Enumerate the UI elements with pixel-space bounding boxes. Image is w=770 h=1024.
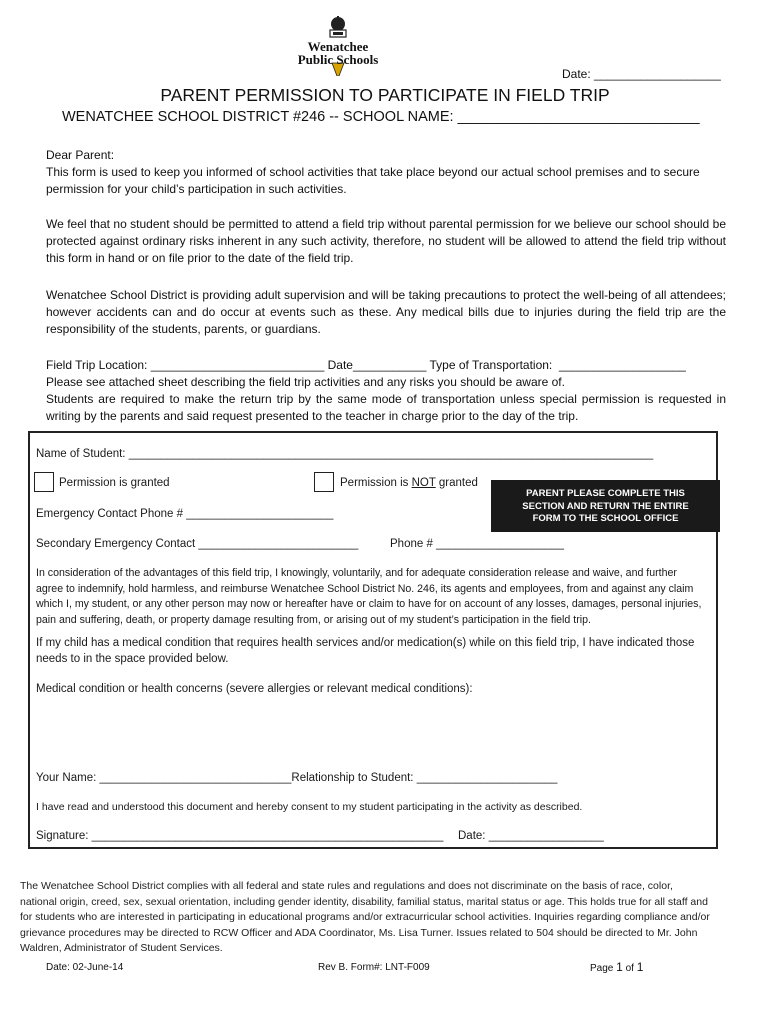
medical-conditions-area[interactable] bbox=[36, 700, 702, 762]
signature-label: Signature: bbox=[36, 830, 89, 842]
logo-line-2: Public Schools bbox=[297, 52, 379, 67]
trip-details bbox=[46, 357, 726, 425]
medical-note: If my child has a medical condition that requires health services and/or medication(s) while on this field trip, I have indicated those needs to in the space provided below. bbox=[36, 637, 695, 665]
page-of: of bbox=[625, 963, 634, 974]
student-name-row bbox=[36, 447, 653, 463]
letter-intro bbox=[46, 147, 726, 198]
student-name-label: Name of Student: bbox=[36, 448, 126, 460]
signature-row bbox=[36, 829, 443, 845]
return-form-notice bbox=[491, 480, 720, 532]
permission-not-granted-checkbox[interactable] bbox=[314, 472, 334, 492]
trip-details-line bbox=[46, 357, 726, 374]
parent-name-row bbox=[36, 771, 557, 787]
page-prefix: Page bbox=[590, 963, 614, 974]
emergency-contact-label: Emergency Contact Phone # bbox=[36, 508, 184, 520]
page-total: 1 bbox=[636, 960, 644, 974]
permission-granted-checkbox[interactable] bbox=[34, 472, 54, 492]
transport-label: Type of Transportation: bbox=[429, 358, 553, 372]
footer-page-number bbox=[590, 960, 643, 974]
secondary-phone-row bbox=[390, 537, 564, 553]
paragraph-purpose: This form is used to keep you informed of school activities that take place beyond our actual school premises and to secure permission for your child’s participation in such activities. bbox=[46, 165, 700, 196]
permission-not-granted-label bbox=[340, 476, 478, 492]
header-date-label: Date: bbox=[562, 67, 591, 81]
return-trip-note: Students are required to make the return trip by the same mode of transportation unless special permission is requested in writing by the parents and said request presented to the teacher in charge prior to the day of the trip. bbox=[46, 392, 726, 423]
footer-form-number: Rev B. Form#: LNT-F009 bbox=[318, 962, 430, 973]
relationship-field[interactable]: ______________________ bbox=[416, 772, 558, 784]
not-granted-emphasis: NOT bbox=[411, 477, 436, 489]
your-name-label: Your Name: bbox=[36, 772, 97, 784]
logo-line-1: Wenatchee bbox=[307, 39, 369, 54]
signature-field[interactable]: _______________________________________________________ bbox=[91, 830, 444, 842]
emergency-contact-field[interactable]: _______________________ bbox=[186, 508, 334, 520]
header-date-field[interactable]: ___________________ bbox=[594, 67, 721, 81]
secondary-contact-row bbox=[36, 537, 358, 553]
your-name-field[interactable]: ______________________________ bbox=[99, 772, 292, 784]
relationship-label: Relationship to Student: bbox=[291, 772, 414, 784]
paragraph-permission: We feel that no student should be permitted to attend a field trip without parental permission for we believe our school should be protected against ordinary risks inherent in any such activity, therefore, no student will be allowed to attend the field trip without this form in hand or on file prior to the date of the field trip. bbox=[46, 217, 726, 265]
salutation: Dear Parent: bbox=[46, 148, 115, 162]
header-date bbox=[562, 67, 721, 81]
location-field[interactable]: __________________________ bbox=[150, 358, 325, 372]
notice-line-2: SECTION AND RETURN THE ENTIRE bbox=[522, 500, 689, 512]
permission-granted-label: Permission is granted bbox=[59, 477, 170, 489]
medical-conditions-label: Medical condition or health concerns (severe allergies or relevant medical conditions): bbox=[36, 683, 473, 695]
page-current: 1 bbox=[616, 960, 623, 974]
signature-date-row bbox=[458, 829, 604, 845]
secondary-phone-label: Phone # bbox=[390, 538, 433, 550]
secondary-contact-field[interactable]: _________________________ bbox=[198, 538, 359, 550]
not-granted-prefix: Permission is bbox=[340, 477, 412, 489]
paragraph-supervision: Wenatchee School District is providing adult supervision and will be taking precautions to protect the well-being of all attendees; however accidents can and do occur at events such as these. Any medical bills due to injuries during the field trip are the responsibility of the students, parents, or guardians. bbox=[46, 288, 726, 336]
footer-date: Date: 02-June-14 bbox=[46, 962, 124, 973]
consent-statement: I have read and understood this document and hereby consent to my student participating in the activity as described. bbox=[36, 801, 583, 813]
release-waiver-text: In consideration of the advantages of this field trip, I knowingly, voluntarily, and for adequate consideration release and waive, and further agree to indemnify, hold harmless, and reimburse Wenatchee School District No. 246, its agents and employees, from and against any claim which I, my student, or any other person may now or hereafter have or claim to have for on account of any losses, damages, personal injuries, pain and suffering, death, or property damage resulting from, or arising out of my student’s participation in the field trip. bbox=[36, 567, 702, 626]
district-logo bbox=[288, 16, 388, 76]
trip-date-field[interactable]: ___________ bbox=[352, 358, 427, 372]
location-label: Field Trip Location: bbox=[46, 358, 148, 372]
notice-line-3: FORM TO THE SCHOOL OFFICE bbox=[532, 513, 679, 524]
transport-field[interactable]: ___________________ bbox=[558, 358, 686, 372]
signature-date-label: Date: bbox=[458, 830, 486, 842]
emergency-contact-row bbox=[36, 507, 333, 523]
attached-sheet-note: Please see attached sheet describing the field trip activities and any risks you should be aware of. bbox=[46, 375, 565, 389]
secondary-contact-label: Secondary Emergency Contact bbox=[36, 538, 196, 550]
signature-date-field[interactable]: __________________ bbox=[488, 830, 604, 842]
nondiscrimination-statement: The Wenatchee School District complies with all federal and state rules and regulations and does not discriminate on the basis of race, color, national origin, creed, sex, sexual orientation, including gender identity, disability, familial status, marital status or age. This holds true for all staff and for students who are interested in participating in educational programs and/or extracurricular school activities. Inquiries regarding compliance and/or grievance procedures may be directed to RCW Officer and ADA Coordinator, Ms. Lisa Turner. Issues related to 504 should be directed to Mr. John Waldren, Administrator of Student Services. bbox=[20, 880, 710, 954]
secondary-phone-field[interactable]: ____________________ bbox=[436, 538, 564, 550]
notice-line-1: PARENT PLEASE COMPLETE THIS bbox=[526, 488, 685, 499]
school-name-line[interactable]: WENATCHEE SCHOOL DISTRICT #246 -- SCHOOL NAME: ______________________________ bbox=[62, 109, 700, 125]
not-granted-suffix: granted bbox=[435, 477, 478, 489]
student-name-field[interactable]: __________________________________________________________________________________ bbox=[128, 448, 654, 460]
trip-date-label: Date bbox=[327, 358, 353, 372]
page-title: PARENT PERMISSION TO PARTICIPATE IN FIELD TRIP bbox=[160, 85, 610, 105]
